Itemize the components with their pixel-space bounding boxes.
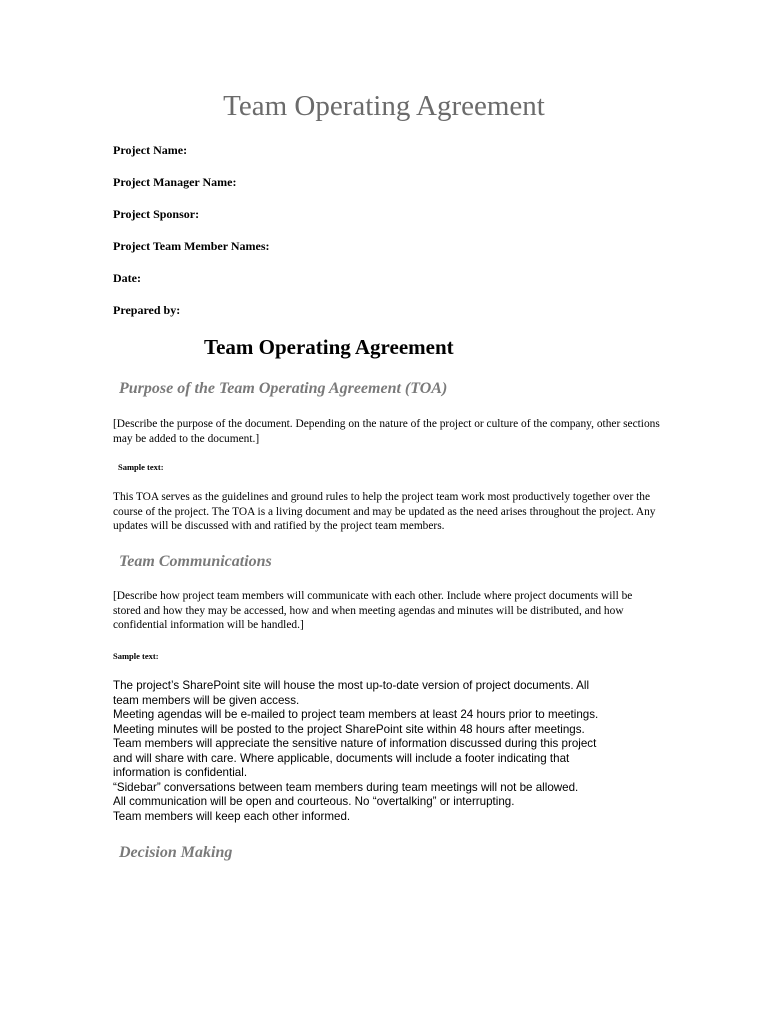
sample-line: Team members will keep each other informed. [113, 809, 351, 823]
document-title: Team Operating Agreement [223, 90, 545, 122]
communications-instruction: [Describe how project team members will communicate with each other. Include where project documents will be stored and how they may be accessed, how and when meeting agendas and minutes will be distributed, and how confidential information will be handled.] [113, 590, 633, 631]
field-date: Date: [113, 271, 141, 285]
sample-line: Team members will appreciate the sensitive nature of information discussed during this project [113, 737, 597, 750]
sample-line: information is confidential. [113, 766, 248, 779]
purpose-instruction: [Describe the purpose of the document. Depending on the nature of the project or culture of the company, other sections may be added to the document.] [113, 418, 660, 445]
purpose-sample-label: Sample text: [118, 462, 164, 472]
heading-purpose: Purpose of the Team Operating Agreement (TOA) [119, 380, 448, 397]
sample-line: team members will be given access. [113, 693, 300, 707]
sample-line: and will share with care. Where applicable, documents will include a footer indicating that [113, 751, 570, 765]
section-title: Team Operating Agreement [204, 335, 454, 359]
sample-line: The project’s SharePoint site will house the most up-to-date version of project documents. All [113, 679, 590, 692]
sample-line: “Sidebar” conversations between team members during team meetings will not be allowed. [113, 780, 579, 794]
field-team-member-names: Project Team Member Names: [113, 239, 270, 253]
field-prepared-by: Prepared by: [113, 303, 181, 317]
purpose-sample-text: This TOA serves as the guidelines and ground rules to help the project team work most productively together over the course of the project. The TOA is a living document and may be updated as the need arises throughout the project. Any updates will be discussed with and ratified by the project team members. [113, 491, 656, 532]
communications-sample-label: Sample text: [113, 651, 159, 661]
heading-communications: Team Communications [119, 553, 272, 570]
sample-line: Meeting minutes will be posted to the project SharePoint site within 48 hours after meetings. [113, 722, 585, 736]
heading-decision-making: Decision Making [119, 844, 233, 861]
sample-line: Meeting agendas will be e-mailed to project team members at least 24 hours prior to meetings. [113, 708, 599, 721]
communications-sample-text [113, 679, 673, 824]
field-project-name: Project Name: [113, 143, 188, 157]
field-project-sponsor: Project Sponsor: [113, 207, 200, 221]
field-project-manager-name: Project Manager Name: [113, 175, 237, 189]
sample-line: All communication will be open and courteous. No “overtalking” or interrupting. [113, 795, 515, 808]
